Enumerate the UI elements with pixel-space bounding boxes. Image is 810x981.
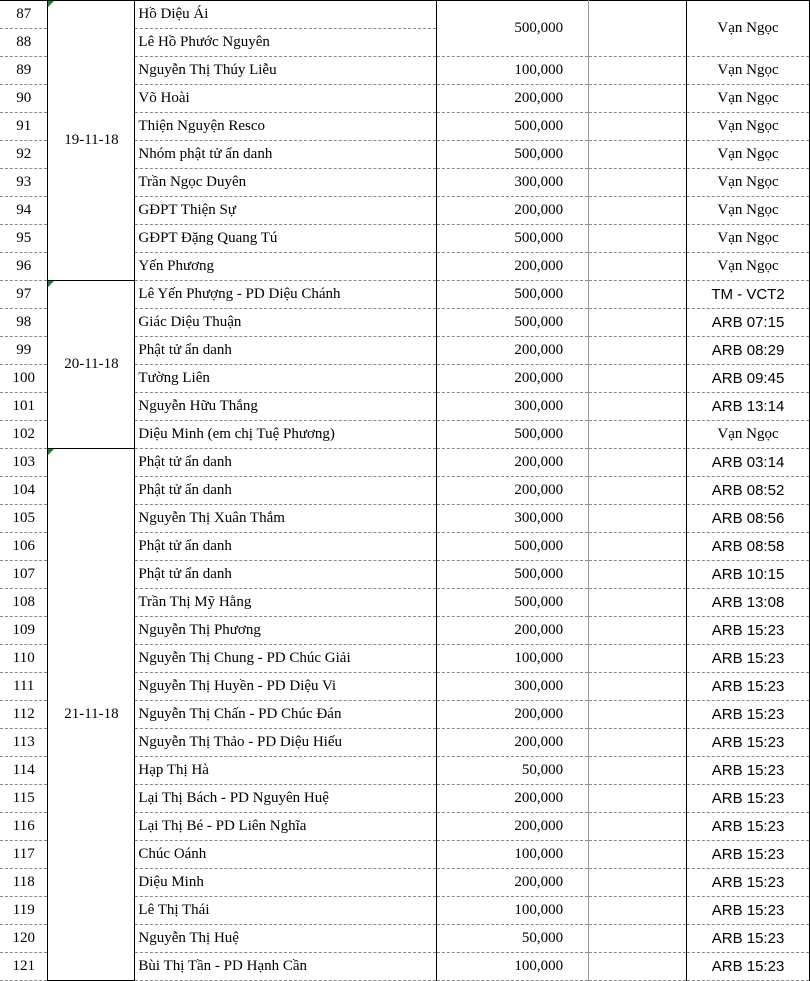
row-number-cell[interactable]: 87 xyxy=(0,1,48,29)
empty-cell[interactable] xyxy=(589,645,687,673)
amount-cell[interactable]: 200,000 xyxy=(437,197,589,225)
date-cell[interactable]: 21-11-18 xyxy=(48,449,135,981)
row-number-cell[interactable]: 114 xyxy=(0,757,48,785)
row-number-cell[interactable]: 90 xyxy=(0,85,48,113)
note-cell[interactable]: ARB 13:08 xyxy=(687,589,810,617)
row-number-cell[interactable]: 110 xyxy=(0,645,48,673)
table-row xyxy=(0,281,810,309)
row-number-cell[interactable]: 93 xyxy=(0,169,48,197)
donor-name-cell[interactable]: Giác Diệu Thuận xyxy=(135,309,437,337)
note-cell[interactable]: ARB 08:29 xyxy=(687,337,810,365)
donor-name-cell[interactable]: Nguyễn Thị Huyền - PD Diệu Vi xyxy=(135,673,437,701)
donor-name-cell[interactable]: Trần Ngọc Duyên xyxy=(135,169,437,197)
amount-cell[interactable]: 500,000 xyxy=(437,225,589,253)
empty-cell[interactable] xyxy=(589,253,687,281)
note-cell[interactable]: TM - VCT2 xyxy=(687,281,810,309)
note-cell[interactable]: ARB 07:15 xyxy=(687,309,810,337)
row-number-cell[interactable]: 101 xyxy=(0,393,48,421)
empty-cell[interactable] xyxy=(589,477,687,505)
row-number-cell[interactable]: 113 xyxy=(0,729,48,757)
donor-name-cell[interactable]: Tường Liên xyxy=(135,365,437,393)
date-cell[interactable]: 20-11-18 xyxy=(48,281,135,449)
donor-name-cell[interactable]: Hạp Thị Hà xyxy=(135,757,437,785)
empty-cell[interactable] xyxy=(589,757,687,785)
amount-cell[interactable]: 200,000 xyxy=(437,477,589,505)
note-cell[interactable]: ARB 15:23 xyxy=(687,645,810,673)
donor-name-cell[interactable]: Thiện Nguyện Resco xyxy=(135,113,437,141)
amount-cell[interactable]: 300,000 xyxy=(437,169,589,197)
donor-name-cell[interactable]: GĐPT Đặng Quang Tú xyxy=(135,225,437,253)
note-cell[interactable]: ARB 15:23 xyxy=(687,785,810,813)
donor-name-cell[interactable]: Nguyễn Hữu Thắng xyxy=(135,393,437,421)
empty-cell[interactable] xyxy=(589,57,687,85)
note-cell[interactable]: ARB 15:23 xyxy=(687,953,810,981)
row-number-cell[interactable]: 108 xyxy=(0,589,48,617)
empty-cell[interactable] xyxy=(589,617,687,645)
amount-cell[interactable]: 100,000 xyxy=(437,897,589,925)
donor-name-cell[interactable]: Lại Thị Bách - PD Nguyên Huệ xyxy=(135,785,437,813)
donor-name-cell[interactable]: Phật tử ẩn danh xyxy=(135,449,437,477)
note-cell[interactable]: Vạn Ngọc xyxy=(687,421,810,449)
amount-cell[interactable]: 300,000 xyxy=(437,393,589,421)
note-cell[interactable]: ARB 08:58 xyxy=(687,533,810,561)
row-number-cell[interactable]: 121 xyxy=(0,953,48,981)
amount-cell[interactable]: 300,000 xyxy=(437,673,589,701)
note-cell[interactable]: ARB 03:14 xyxy=(687,449,810,477)
donor-name-cell[interactable]: Trần Thị Mỹ Hằng xyxy=(135,589,437,617)
note-cell[interactable]: ARB 15:23 xyxy=(687,897,810,925)
note-cell[interactable]: ARB 15:23 xyxy=(687,925,810,953)
empty-cell[interactable] xyxy=(589,841,687,869)
row-number-cell[interactable]: 89 xyxy=(0,57,48,85)
empty-cell[interactable] xyxy=(589,449,687,477)
row-number-cell[interactable]: 96 xyxy=(0,253,48,281)
row-number-cell[interactable]: 99 xyxy=(0,337,48,365)
row-number-cell[interactable]: 116 xyxy=(0,813,48,841)
note-cell[interactable]: ARB 10:15 xyxy=(687,561,810,589)
row-number-cell[interactable]: 94 xyxy=(0,197,48,225)
donor-name-cell[interactable]: Võ Hoài xyxy=(135,85,437,113)
donor-name-cell[interactable]: Nguyễn Thị Thúy Liễu xyxy=(135,57,437,85)
amount-cell[interactable]: 50,000 xyxy=(437,757,589,785)
note-cell[interactable]: ARB 15:23 xyxy=(687,869,810,897)
donor-name-cell[interactable]: Nguyễn Thị Phương xyxy=(135,617,437,645)
amount-cell[interactable]: 100,000 xyxy=(437,645,589,673)
row-number-cell[interactable]: 98 xyxy=(0,309,48,337)
row-number-cell[interactable]: 106 xyxy=(0,533,48,561)
table-row xyxy=(0,1,810,29)
table-body xyxy=(0,1,810,981)
row-number-cell[interactable]: 102 xyxy=(0,421,48,449)
note-cell[interactable]: ARB 15:23 xyxy=(687,813,810,841)
note-cell[interactable]: Vạn Ngọc xyxy=(687,197,810,225)
donor-name-cell[interactable]: Nguyễn Thị Huệ xyxy=(135,925,437,953)
amount-cell[interactable]: 100,000 xyxy=(437,841,589,869)
donor-name-cell[interactable]: Bùi Thị Tần - PD Hạnh Cần xyxy=(135,953,437,981)
empty-cell[interactable] xyxy=(589,589,687,617)
amount-cell[interactable]: 200,000 xyxy=(437,253,589,281)
row-number-cell[interactable]: 109 xyxy=(0,617,48,645)
amount-cell[interactable]: 500,000 xyxy=(437,561,589,589)
note-cell[interactable]: Vạn Ngọc xyxy=(687,1,810,57)
donor-name-cell[interactable]: Lê Thị Thái xyxy=(135,897,437,925)
note-cell[interactable]: ARB 08:52 xyxy=(687,477,810,505)
amount-cell[interactable]: 200,000 xyxy=(437,701,589,729)
empty-cell[interactable] xyxy=(589,561,687,589)
amount-cell[interactable]: 200,000 xyxy=(437,869,589,897)
empty-cell[interactable] xyxy=(589,1,687,57)
empty-cell[interactable] xyxy=(589,505,687,533)
empty-cell[interactable] xyxy=(589,85,687,113)
empty-cell[interactable] xyxy=(589,337,687,365)
donor-name-cell[interactable]: Phật tử ẩn danh xyxy=(135,477,437,505)
empty-cell[interactable] xyxy=(589,421,687,449)
amount-cell[interactable]: 200,000 xyxy=(437,813,589,841)
table-row xyxy=(0,449,810,477)
donor-name-cell[interactable]: Diệu Minh (em chị Tuệ Phương) xyxy=(135,421,437,449)
row-number-cell[interactable]: 119 xyxy=(0,897,48,925)
amount-cell[interactable]: 500,000 xyxy=(437,1,589,57)
note-cell[interactable]: Vạn Ngọc xyxy=(687,85,810,113)
note-cell[interactable]: ARB 08:56 xyxy=(687,505,810,533)
empty-cell[interactable] xyxy=(589,197,687,225)
amount-cell[interactable]: 200,000 xyxy=(437,729,589,757)
donor-name-cell[interactable]: GĐPT Thiện Sự xyxy=(135,197,437,225)
row-number-cell[interactable]: 103 xyxy=(0,449,48,477)
donor-name-cell[interactable]: Lê Hồ Phước Nguyên xyxy=(135,29,437,57)
row-number-cell[interactable]: 118 xyxy=(0,869,48,897)
note-cell[interactable]: ARB 15:23 xyxy=(687,673,810,701)
row-number-cell[interactable]: 100 xyxy=(0,365,48,393)
row-number-cell[interactable]: 88 xyxy=(0,29,48,57)
donor-name-cell[interactable]: Phật tử ẩn danh xyxy=(135,533,437,561)
note-cell[interactable]: ARB 09:45 xyxy=(687,365,810,393)
amount-cell[interactable]: 50,000 xyxy=(437,925,589,953)
empty-cell[interactable] xyxy=(589,365,687,393)
amount-cell[interactable]: 500,000 xyxy=(437,589,589,617)
empty-cell[interactable] xyxy=(589,225,687,253)
empty-cell[interactable] xyxy=(589,897,687,925)
donor-name-cell[interactable]: Chúc Oánh xyxy=(135,841,437,869)
note-cell[interactable]: Vạn Ngọc xyxy=(687,113,810,141)
donor-name-cell[interactable]: Phật tử ẩn danh xyxy=(135,561,437,589)
empty-cell[interactable] xyxy=(589,729,687,757)
amount-cell[interactable]: 200,000 xyxy=(437,785,589,813)
row-number-cell[interactable]: 104 xyxy=(0,477,48,505)
amount-cell[interactable]: 500,000 xyxy=(437,309,589,337)
note-cell[interactable]: ARB 15:23 xyxy=(687,757,810,785)
row-number-cell[interactable]: 115 xyxy=(0,785,48,813)
row-number-cell[interactable]: 91 xyxy=(0,113,48,141)
date-cell[interactable]: 19-11-18 xyxy=(48,1,135,281)
note-cell[interactable]: Vạn Ngọc xyxy=(687,225,810,253)
amount-cell[interactable]: 100,000 xyxy=(437,953,589,981)
amount-cell[interactable]: 500,000 xyxy=(437,533,589,561)
amount-cell[interactable]: 500,000 xyxy=(437,113,589,141)
donor-name-cell[interactable]: Diệu Minh xyxy=(135,869,437,897)
empty-cell[interactable] xyxy=(589,785,687,813)
donor-name-cell[interactable]: Nguyễn Thị Chấn - PD Chúc Đán xyxy=(135,701,437,729)
note-cell[interactable]: ARB 15:23 xyxy=(687,701,810,729)
donor-name-cell[interactable]: Phật tử ẩn danh xyxy=(135,337,437,365)
row-number-cell[interactable]: 95 xyxy=(0,225,48,253)
note-cell[interactable]: ARB 15:23 xyxy=(687,729,810,757)
row-number-cell[interactable]: 107 xyxy=(0,561,48,589)
empty-cell[interactable] xyxy=(589,533,687,561)
donor-name-cell[interactable]: Nguyễn Thị Thảo - PD Diệu Hiếu xyxy=(135,729,437,757)
donor-name-cell[interactable]: Lại Thị Bé - PD Liên Nghĩa xyxy=(135,813,437,841)
empty-cell[interactable] xyxy=(589,113,687,141)
amount-cell[interactable]: 200,000 xyxy=(437,365,589,393)
empty-cell[interactable] xyxy=(589,673,687,701)
note-cell[interactable]: Vạn Ngọc xyxy=(687,169,810,197)
note-cell[interactable]: Vạn Ngọc xyxy=(687,253,810,281)
donor-name-cell[interactable]: Nguyễn Thị Chung - PD Chúc Giải xyxy=(135,645,437,673)
donor-name-cell[interactable]: Nhóm phật tử ẩn danh xyxy=(135,141,437,169)
donor-name-cell[interactable]: Yến Phương xyxy=(135,253,437,281)
empty-cell[interactable] xyxy=(589,869,687,897)
donor-name-cell[interactable]: Nguyễn Thị Xuân Thắm xyxy=(135,505,437,533)
empty-cell[interactable] xyxy=(589,141,687,169)
note-cell[interactable]: ARB 15:23 xyxy=(687,617,810,645)
empty-cell[interactable] xyxy=(589,701,687,729)
note-cell[interactable]: Vạn Ngọc xyxy=(687,141,810,169)
amount-cell[interactable]: 500,000 xyxy=(437,281,589,309)
amount-cell[interactable]: 500,000 xyxy=(437,141,589,169)
empty-cell[interactable] xyxy=(589,813,687,841)
amount-cell[interactable]: 200,000 xyxy=(437,85,589,113)
amount-cell[interactable]: 200,000 xyxy=(437,337,589,365)
empty-cell[interactable] xyxy=(589,169,687,197)
row-number-cell[interactable]: 117 xyxy=(0,841,48,869)
note-cell[interactable]: Vạn Ngọc xyxy=(687,57,810,85)
note-cell[interactable]: ARB 15:23 xyxy=(687,841,810,869)
row-number-cell[interactable]: 112 xyxy=(0,701,48,729)
row-number-cell[interactable]: 111 xyxy=(0,673,48,701)
amount-cell[interactable]: 200,000 xyxy=(437,449,589,477)
note-cell[interactable]: ARB 13:14 xyxy=(687,393,810,421)
empty-cell[interactable] xyxy=(589,393,687,421)
donor-name-cell[interactable]: Lê Yến Phượng - PD Diệu Chánh xyxy=(135,281,437,309)
empty-cell[interactable] xyxy=(589,309,687,337)
empty-cell[interactable] xyxy=(589,925,687,953)
row-number-cell[interactable]: 92 xyxy=(0,141,48,169)
empty-cell[interactable] xyxy=(589,281,687,309)
row-number-cell[interactable]: 120 xyxy=(0,925,48,953)
row-number-cell[interactable]: 105 xyxy=(0,505,48,533)
amount-cell[interactable]: 300,000 xyxy=(437,505,589,533)
amount-cell[interactable]: 500,000 xyxy=(437,421,589,449)
amount-cell[interactable]: 200,000 xyxy=(437,617,589,645)
donor-name-cell[interactable]: Hồ Diệu Ái xyxy=(135,1,437,29)
empty-cell[interactable] xyxy=(589,953,687,981)
amount-cell[interactable]: 100,000 xyxy=(437,57,589,85)
row-number-cell[interactable]: 97 xyxy=(0,281,48,309)
